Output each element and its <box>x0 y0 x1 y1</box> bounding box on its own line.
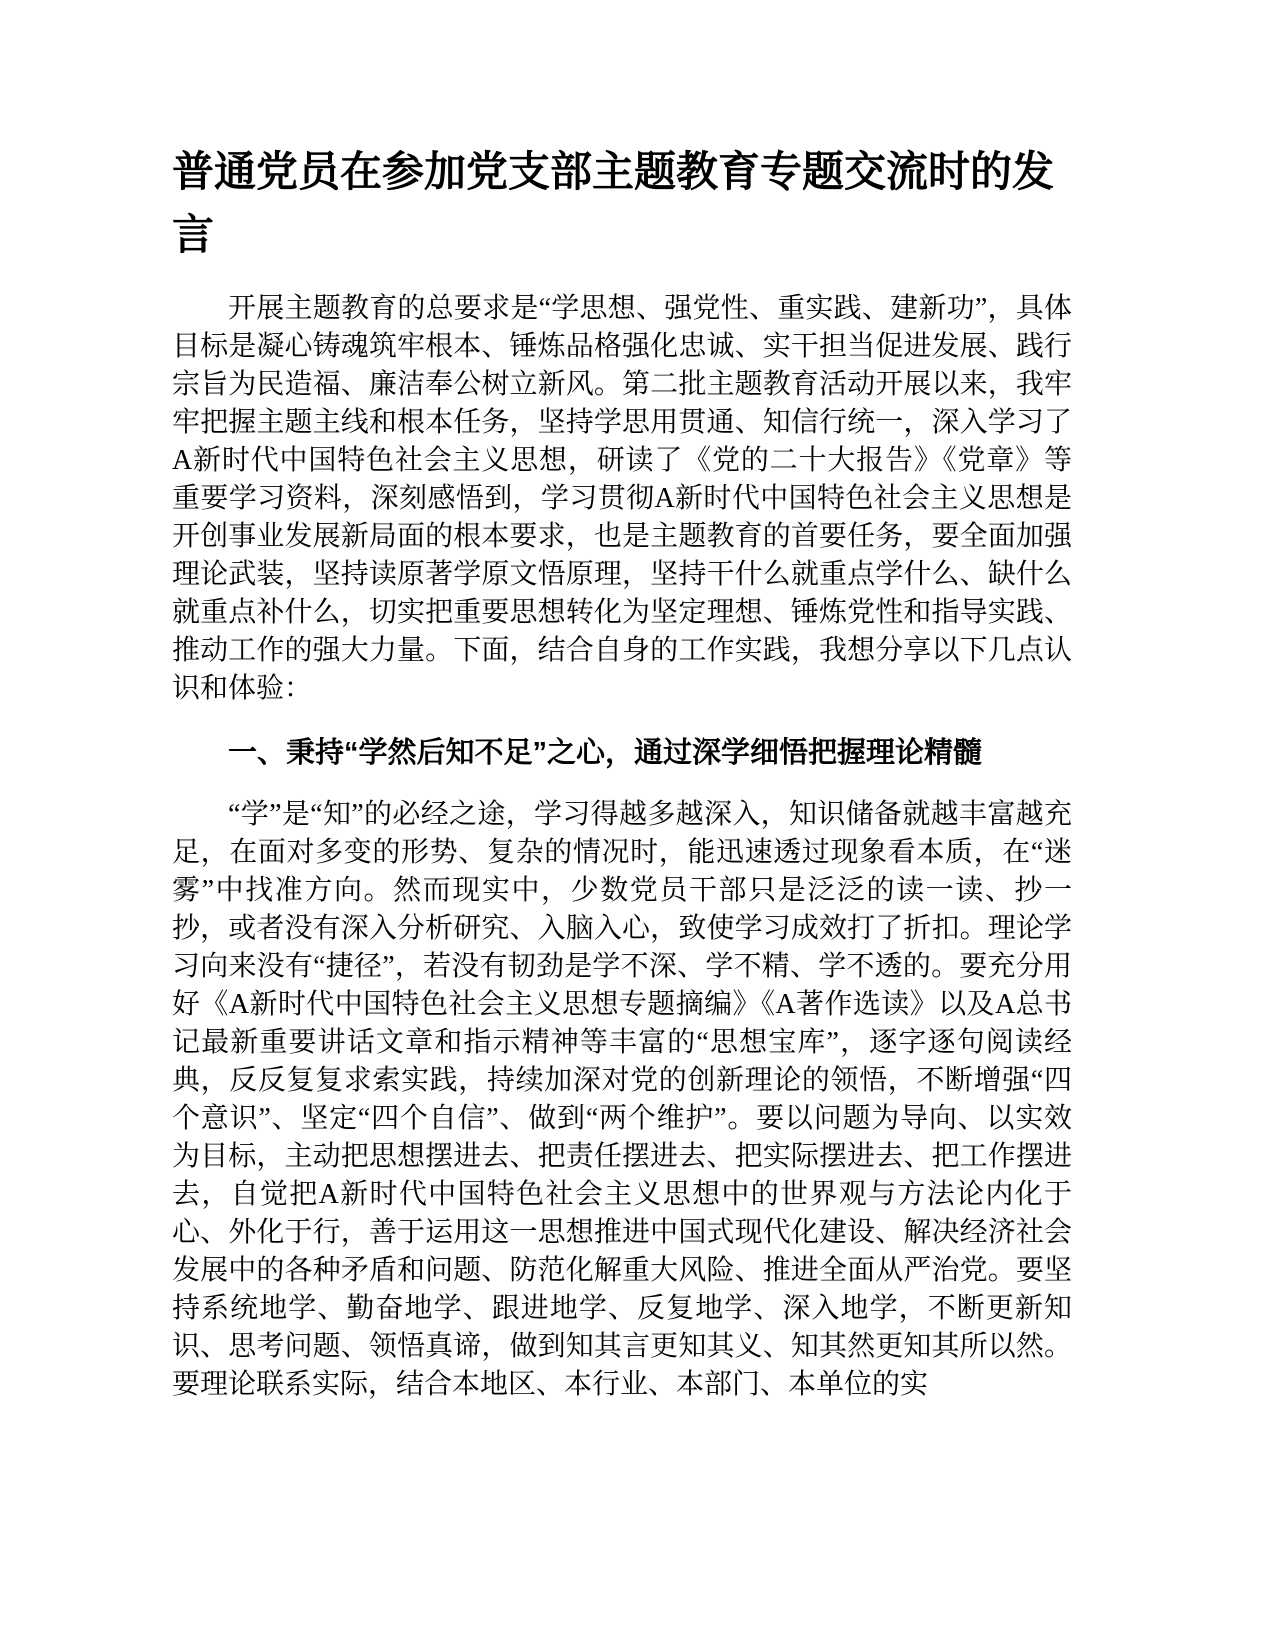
section-1-heading: 一、秉持“学然后知不足”之心，通过深学细悟把握理论精髓 <box>228 737 983 769</box>
section-1-paragraph: “学”是“知”的必经之途，学习得越多越深入，知识储备就越丰富越充足，在面对多变的形势、复杂的情况时，能迅速透过现象看本质，在“迷雾”中找准方向。然而现实中，少数党员干部只是泛泛的读一读、抄一抄，或者没有深入分析研究、入脑入心，致使学习成效打了折扣。理论学习向来没有“捷径”，若没有韧劲是学不深、学不精、学不透的。要充分用好《A新时代中国特色社会主义思想专题摘编》《A著作选读》以及A总书记最新重要讲话文章和指示精神等丰富的“思想宝库”，逐字逐句阅读经典，反反复复求索实践，持续加深对党的创新理论的领悟，不断增强“四个意识”、坚定“四个自信”、做到“两个维护”。要以问题为导向、以实效为目标，主动把思想摆进去、把责任摆进去、把实际摆进去、把工作摆进去，自觉把A新时代中国特色社会主义思想中的世界观与方法论内化于心、外化于行，善于运用这一思想推进中国式现代化建设、解决经济社会发展中的各种矛盾和问题、防范化解重大风险、推进全面从严治党。要坚持系统地学、勤奋地学、跟进地学、反复地学、深入地学，不断更新知识、思考问题、领悟真谛，做到知其言更知其义、知其然更知其所以然。要理论联系实际，结合本地区、本行业、本部门、本单位的实 <box>172 799 1072 1400</box>
document-title: 普通党员在参加党支部主题教育专题交流时的发言 <box>172 148 1055 258</box>
document-content <box>172 140 1072 1404</box>
intro-paragraph: 开展主题教育的总要求是“学思想、强党性、重实践、建新功”，具体目标是凝心铸魂筑牢根本、锤炼品格强化忠诚、实干担当促进发展、践行宗旨为民造福、廉洁奉公树立新风。第二批主题教育活动开展以来，我牢牢把握主题主线和根本任务，坚持学思用贯通、知信行统一，深入学习了A新时代中国特色社会主义思想，研读了《党的二十大报告》《党章》等重要学习资料，深刻感悟到，学习贯彻A新时代中国特色社会主义思想是开创事业发展新局面的根本要求，也是主题教育的首要任务，要全面加强理论武装，坚持读原著学原文悟原理，坚持干什么就重点学什么、缺什么就重点补什么，切实把重要思想转化为坚定理想、锤炼党性和指导实践、推动工作的强大力量。下面，结合自身的工作实践，我想分享以下几点认识和体验： <box>172 293 1072 704</box>
